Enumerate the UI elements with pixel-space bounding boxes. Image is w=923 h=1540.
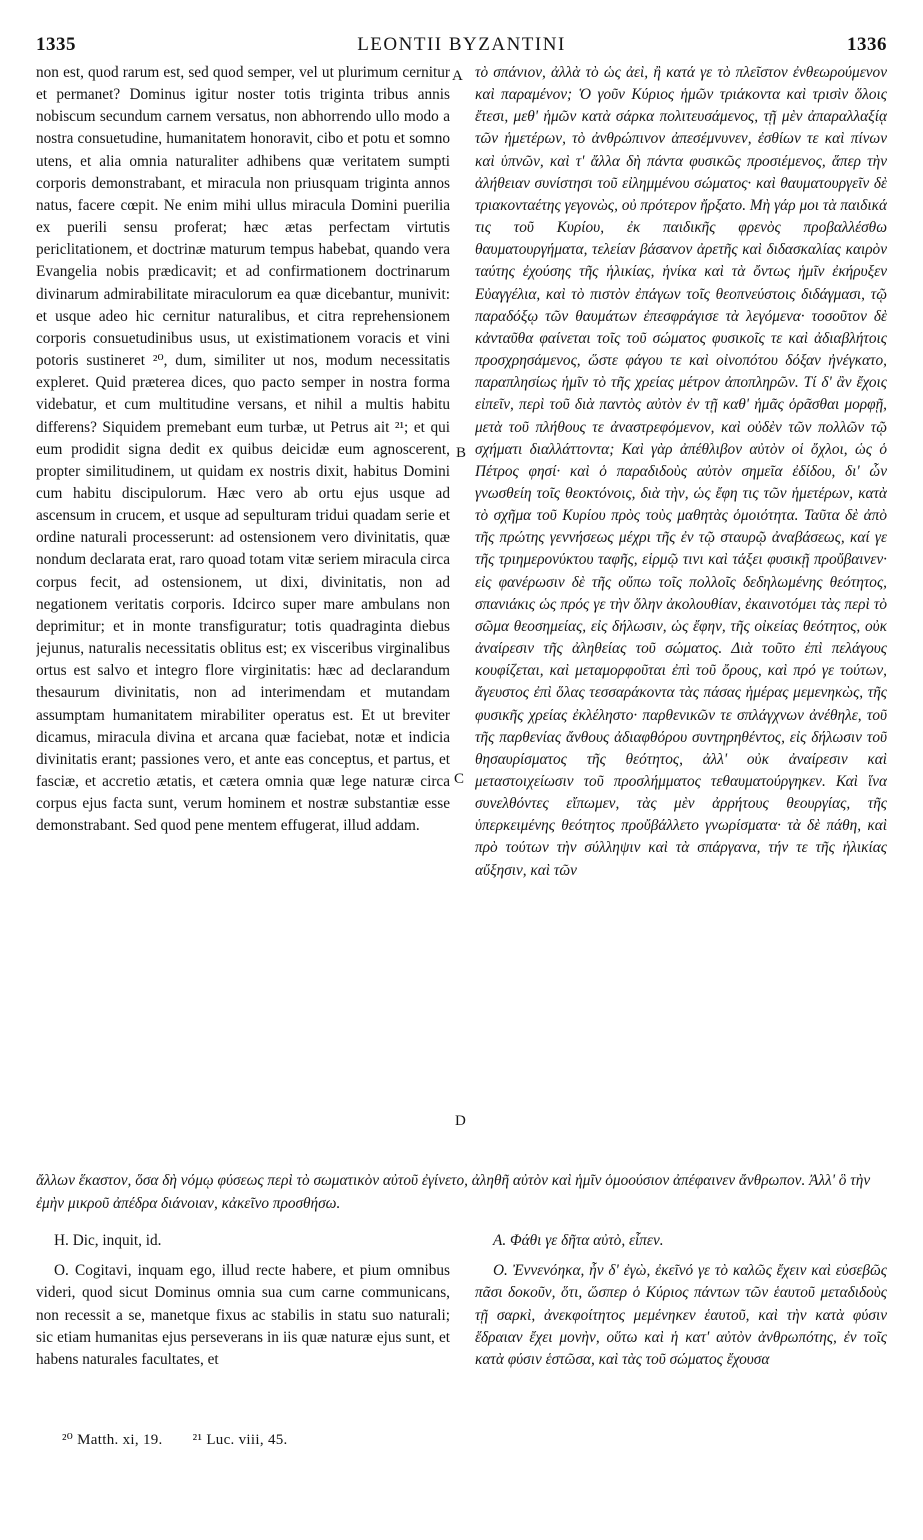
margin-letter-a: A: [452, 68, 463, 84]
greek-speech-a: Α. Φάθι γε δῆτα αὐτὸ, εἶπεν.: [493, 1232, 664, 1249]
margin-letter-c: C: [454, 771, 465, 787]
margin-letter-d: D: [455, 1113, 466, 1129]
greek-dialogue: [475, 1230, 887, 1420]
margin-letter-b: B: [456, 445, 467, 461]
running-title: LEONTII BYZANTINI: [357, 34, 566, 55]
latin-speech-o: O. Cogitavi, inquam ego, illud recte habere, et pium omnibus videri, quod sicut Dominus omnia sua cum carne communicans, non recessit a se, manetque fixus ac stabilis in statu suo naturali; sic etiam humanitas ejus perseverans in iis quæ naturæ ejus sunt, et habens naturales facultates, et: [36, 1262, 450, 1369]
greek-fullwidth-lines: ἄλλων ἕκαστον, ὅσα δὴ νόμῳ φύσεως περὶ τὸ σωματικὸν αὐτοῦ ἐγίνετο, ἀληθῆ αὐτὸν καὶ ἡμῖν ὁμοούσιον ἀπέφαινεν ἄνθρωπον. Ἀλλ' ὃ τὴν ἐμὴν μικροῦ ἀπέδρα διάνοιαν, κἀκεῖνο προσθήσω.: [36, 1172, 871, 1212]
latin-column: non est, quod rarum est, sed quod semper, vel ut plurimum cernitur et permanet? Dominus igitur noster totis triginta tribus annis nobiscum secundum carnem versatus, non abhorrendo ullo modo a nostra consuetudine, humanitatem honoravit, cibo et potu et somno utens, et alia omnia naturaliter adhibens quæ veritatem sumpti corporis demonstrabant, et miracula non priusquam triginta annos natus, facere cœpit. Ne enim mihi ullus miracula Domini puerilia ex puerili sensu proferat; hæc ætas perfectam virtutis periclitationem, et doctrinæ maturum tempus habebat, quando vera Evangelia nobis prædicavit; et ad confirmationem doctrinarum divinarum admirabilitate miraculorum ea quæ dicebantur, munivit: et usque adeo hic cernitur naturalibus, et citra reprehensionem corporis consuetudinibus usus, ut existimationem voracis et vini potoris sustineret ²⁰, dum, similiter ut nos, modum necessitatis expleret. Quid præterea dices, quo pacto semper in nostra forma videbatur, et cum multitudine versans, et nihil a multis habitu differens? Siquidem premebant eum turbæ, ut Petrus ait ²¹; et qui eum prodidit signa dedit ex quibus deicidæ eum agnoscerent, propter similitudinem, ut quidam ex nostris dixit, habitus Domini cum habitu discipulorum. Hæc vero ab ortu ejus usque ad ascensum in crucem, et usque ad sepulturam tridui quadam serie et ordine naturali processerunt: ad ostensionem vero divinitatis, quæ nondum declarata erat, raro quoad totam vitæ seriem miracula circa corpus fecit, ad ostensionem, ut dixi, divinitatis, non ad negationem veritatis corporis. Idcirco super mare ambulans non deprimitur; et in monte transfiguratur; totis quadraginta diebus jejunus, naturalis necessitatis oblitus est; ex visceribus virginalibus ortus est salvo et integro flore virginitatis: hæc ad declarandum thesaurum divinitatis, non ad interimendam et mutandam assumptam humanitatem mirabiliter operatus est. Et ut breviter dicamus, miracula divina et arcana quæ faciebat, notæ et indicia divinitatis erant; passiones vero, et ante eas conceptus, et partus, et fasciæ, et accretio ætatis, et cætera omnia quæ lege naturæ circa corpus ejus facta sunt, verum hominem et nostræ substantiæ esse demonstrabant. Sed quod pene mentem effugerat, illud addam.: [36, 64, 450, 835]
page-number-left: 1335: [36, 34, 76, 55]
page-header: [36, 34, 887, 58]
footnote-21: ²¹ Luc. viii, 45.: [192, 1432, 288, 1448]
footnote-20: ²⁰ Matth. xi, 19.: [62, 1432, 163, 1448]
greek-speech-o: Ο. Ἐννενόηκα, ἦν δ' ἐγὼ, ἐκεῖνό γε τὸ καλῶς ἔχειν καὶ εὐσεβῶς πᾶσι δοκοῦν, ὅτι, ὥσπερ ὁ Κύριος πάντων τῶν ἑαυτοῦ μεταδιδοὺς τῇ σαρκὶ, ἀνεκφοίτητος μεμένηκεν ἑαυτοῦ, καὶ τὴν κατὰ φύσιν ἕδραιαν ἔχει μονὴν, οὕτω καὶ ἡ κατ' αὐτὸν ἀνθρωπότης, ἐν τοῖς κατὰ φύσιν ἑστῶσα, καὶ τὰς τοῦ σώματος ἔχουσα: [475, 1262, 887, 1369]
footnotes: [62, 1430, 314, 1449]
latin-speech-h: H. Dic, inquit, id.: [54, 1232, 162, 1249]
greek-column: τὸ σπάνιον, ἀλλὰ τὸ ὡς ἀεὶ, ἢ κατά γε τὸ πλεῖστον ἐνθεωρούμενον καὶ παραμένον; Ὁ γοῦν Κύριος ἡμῶν τριάκοντα καὶ τρισὶν ὅλοις ἔτεσι, μεθ' ἡμῶν κατὰ σάρκα πολιτευσάμενος, τῇ μὲν ἀπαραλλαξίᾳ τῶν ἡμετέρων, τὸ ἀνθρώπινον ἀπεσέμνυνεν, ἐσθίων τε καὶ πίνων καὶ ὑπνῶν, καὶ τ' ἄλλα δὴ πάντα φυσικῶς προσιέμενος, ἅπερ τὴν ἀλήθειαν συνίστησι τοῦ εἰλημμένου σώματος· καὶ θαυματουργεῖν δὲ τριακονταέτης γεγονὼς, οὐ πρότερον ἤρξατο. Μὴ γάρ μοι τὰ παιδικά τις τοῦ Κυρίου, ἐκ παιδικῆς φρενὸς προβαλλέσθω θαυματουργήματα, τελείαν βάσανον ἀρετῆς καὶ διδασκαλίας καιρὸν ταύτης ἐχούσης τῆς ἡλικίας, ἡνίκα καὶ τὰ ὄντως ἡμῖν ἐκήρυξεν Εὐαγγέλια, καὶ τὸ πιστὸν ἐπάγων τοῖς θεοπνεύστοις διδάγμασι, τῷ παραδόξῳ τῶν θαυμάτων ἐπεσφράγισε τὰ λεγόμενα· τοσοῦτον δὲ κἀνταῦθα φαίνεται τοῖς τοῦ σώματος φυσικοῖς τε καὶ ἀδιαβλήτοις προσχρησάμενος, ὥστε φάγου τε καὶ οἰνοπότου δόξαν ἠνέγκατο, παραπλησίως ἡμῖν τὸ τῆς χρείας μέτρον ἀποπληρῶν. Τί δ' ἂν ἔχοις εἰπεῖν, περὶ τοῦ διὰ παντὸς αὐτὸν ἐν τῇ καθ' ἡμᾶς ὁρᾶσθαι μορφῇ, μετὰ τοῦ πλήθους τε ἀναστρεφόμενον, καὶ οὐδὲν τῶν πολλῶν τῷ σχήματι διαλλάττοντα; Καὶ γὰρ ἀπέθλιβον αὐτὸν οἱ ὄχλοι, ὡς ὁ Πέτρος φησί· καὶ ὁ παραδιδοὺς αὐτὸν σημεῖα ἐδίδου, δι' ὧν γνωσθείη τοῖς θεοκτόνοις, διὰ τὴν, ὡς ἔφη τις τῶν ἡμετέρων, κατὰ τὸ σχῆμα τοῦ Κυρίου πρὸς τοὺς μαθητὰς ὁμοιότητα. Ταῦτα δὲ ἀπὸ τῆς πρώτης γεννήσεως μέχρι τῆς ἐν τῷ σταυρῷ ἀναβάσεως, καί γε τῆς τριημερονύκτου ταφῆς, εἱρμῷ τινι καὶ τάξει φυσικῇ προὔβαινεν· εἰς φανέρωσιν δὲ τῆς οὔπω τοῖς πολλοῖς δεδηλωμένης θεότητος, σπανιάκις ὡς πρός γε τὴν ὅλην ἀκολουθίαν, ἐκαινοτόμει τὰς περὶ τὸ σῶμα θεοσημείας, εἰς δήλωσιν, ὡς ἔφην, τῆς οἰκείας θεότητος, οὐκ ἀναίρεσιν τῆς ἀληθείας τοῦ σώματος. Διὰ τοῦτο ἐπὶ πελάγους κουφίζεται, καὶ μεταμορφοῦται ἐπὶ τοῦ ὄρους, καὶ πρό γε τούτων, ἄγευστος ἐπὶ ὅλας τεσσαράκοντα τὰς πάσας ἡμέρας μεμενηκὼς, τῆς φυσικῆς χρείας ἐκλέληστο· παρθενικῶν τε σπλάγχνων ἀνέθηλε, τοῦ τῆς παρθενίας ἄνθους ἀδιαφθόρου συντηρηθέντος, εἰς δήλωσιν τοῦ θησαυρίσματος τῆς θεότητος, ἀλλ' οὐκ ἀναίρεσιν καὶ μεταστοιχείωσιν τοῦ προσλήμματος τεθαυματούργηκεν. Καὶ ἵνα συνελθόντες εἴπωμεν, τὰς μὲν ἀρρήτους θεουργίας, τῆς ὑπερκειμένης θεότητος προὔβάλλετο γνωρίσματα· τὰ δὲ πάθη, καὶ πρὸ τούτων τὴν σύλληψιν καὶ τὰ σπάργανα, τήν τε τῆς ἡλικίας αὔξησιν, καὶ τῶν: [475, 64, 887, 879]
page-number-right: 1336: [847, 34, 887, 55]
latin-dialogue: [36, 1230, 450, 1420]
